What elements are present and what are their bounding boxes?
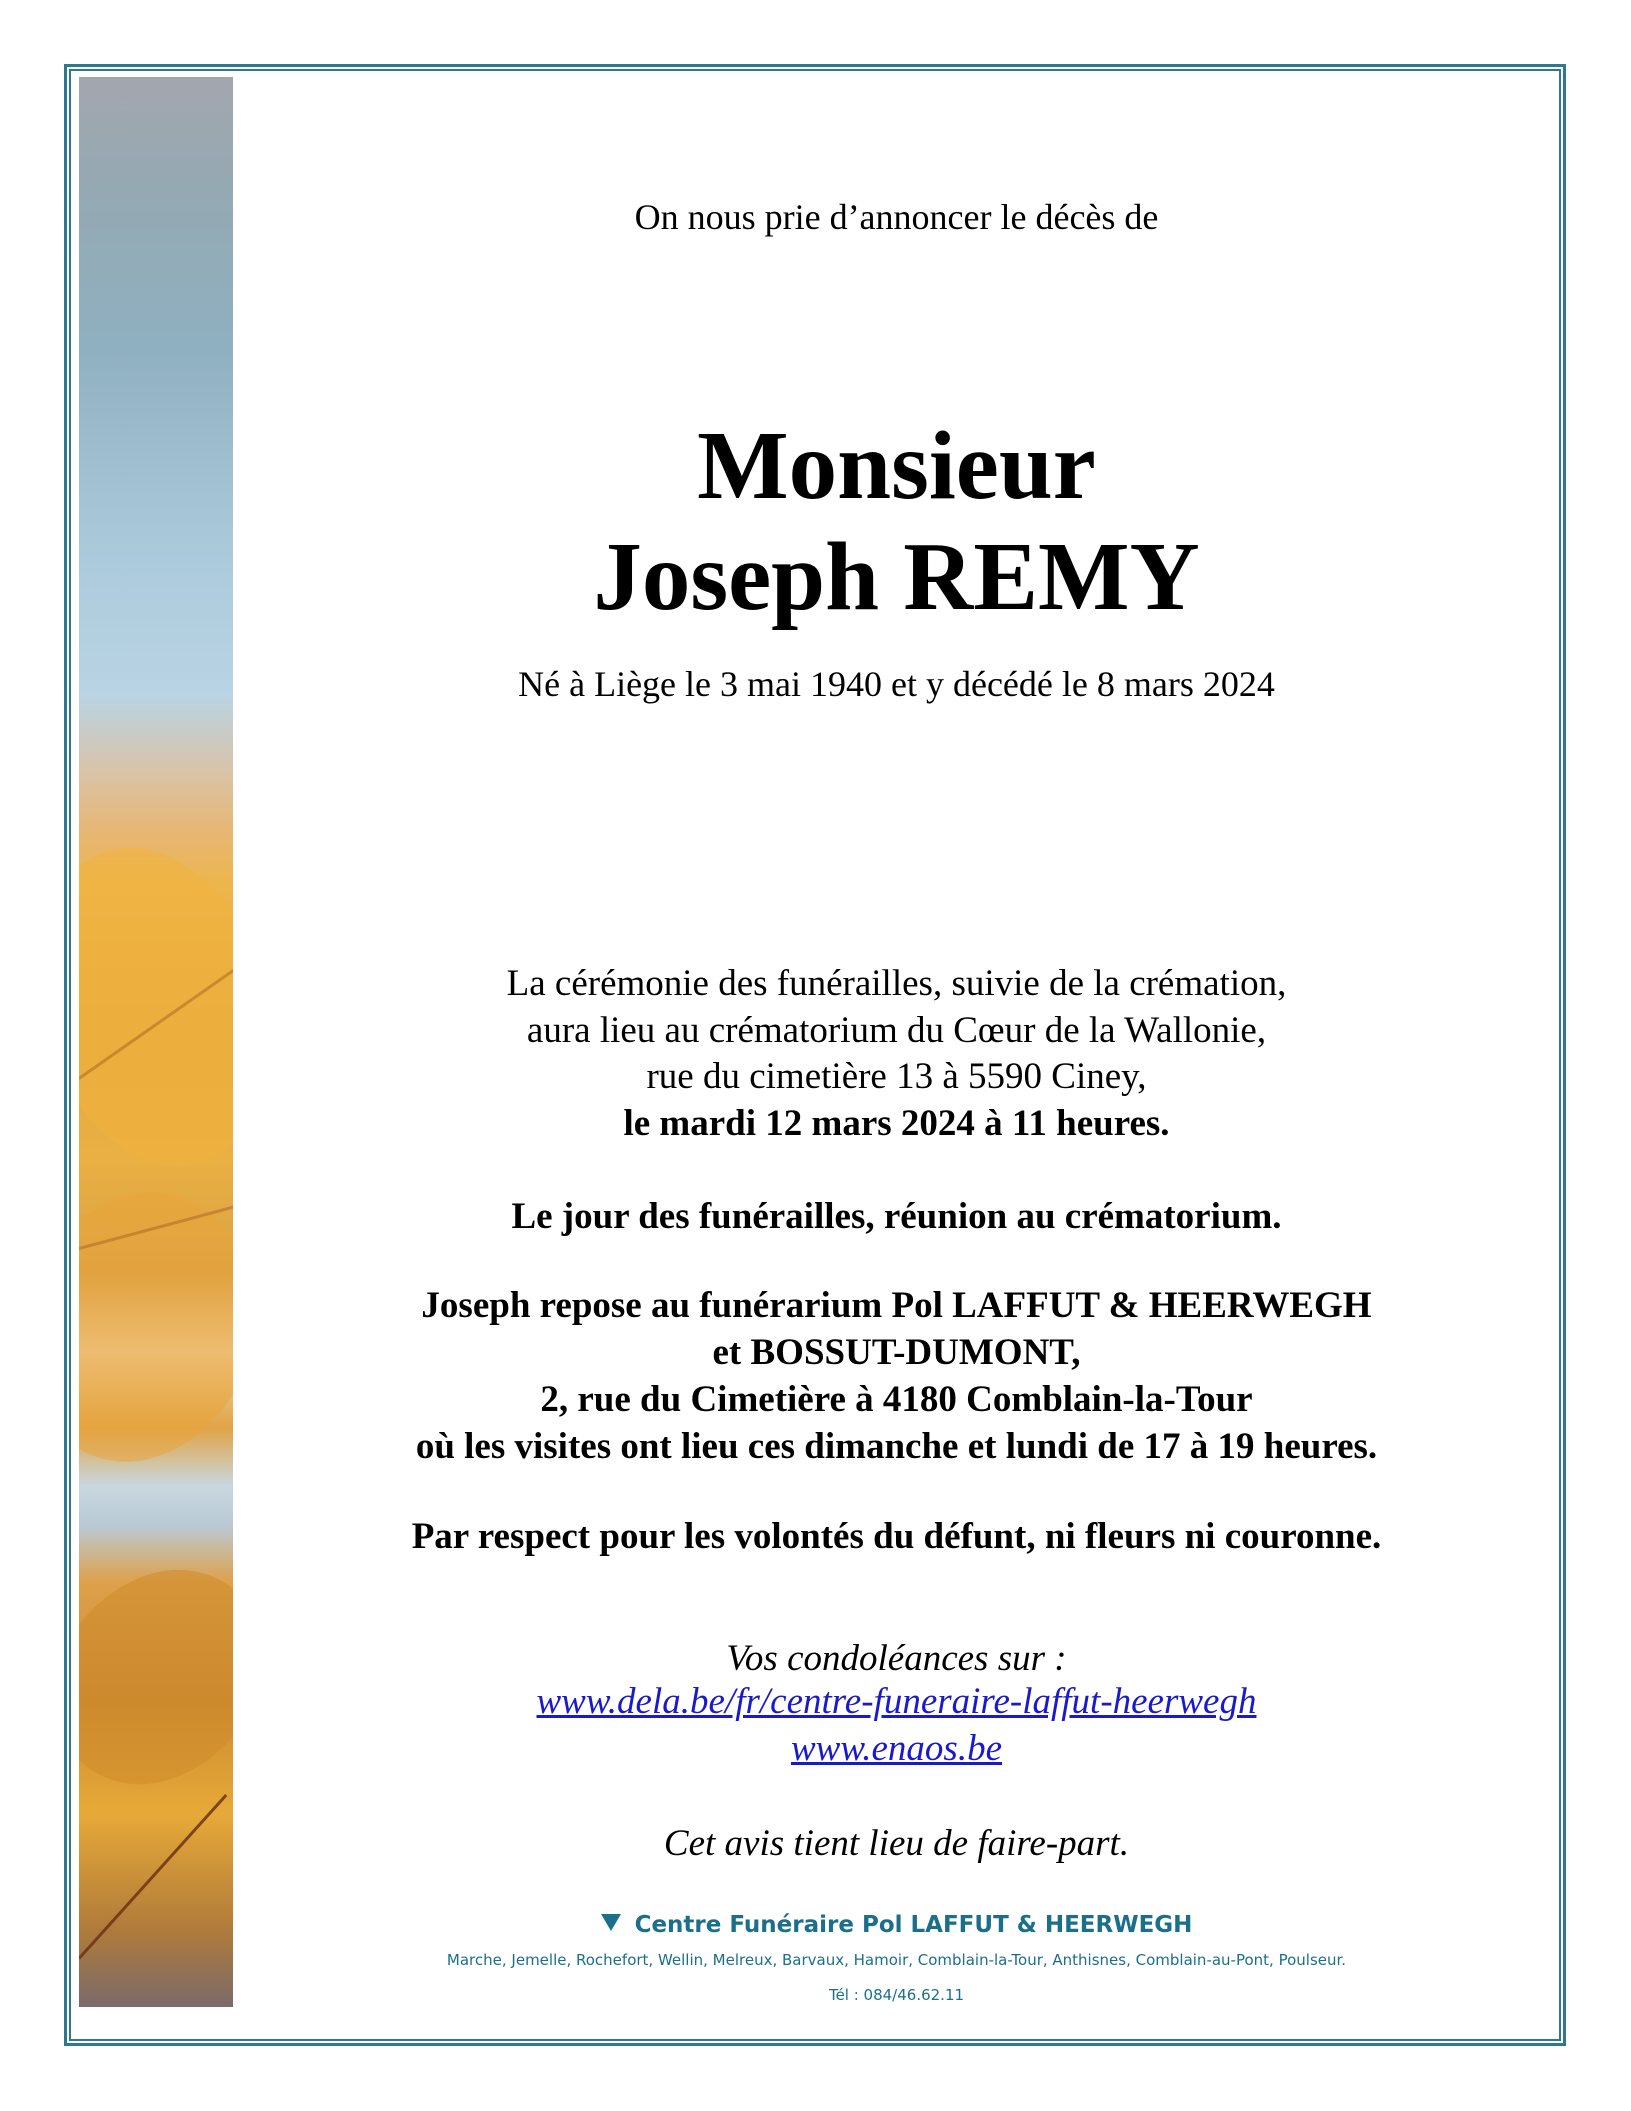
visitation-line: et BOSSUT-DUMONT, [712,1332,1081,1373]
triangle-down-icon [601,1914,621,1931]
wishes-text: Par respect pour les volontés du défunt, ni fleurs ni couronne. [411,1516,1382,1557]
visitation-address: 2, rue du Cimetière à 4180 Comblain-la-Tour [540,1379,1253,1420]
condolences-label: Vos condoléances sur : [726,1638,1067,1679]
enaos-link[interactable]: www.enaos.be [790,1728,1003,1769]
announcement-content [233,0,1560,2111]
autumn-leaves-image [79,77,233,2007]
ceremony-line: rue du cimetière 13 à 5590 Ciney, [646,1056,1147,1097]
leaf-shape [79,1545,233,1808]
visitation-hours: où les visites ont lieu ces dimanche et lundi de 17 à 19 heures. [415,1426,1378,1467]
birth-death-dates: Né à Liège le 3 mai 1940 et y décédé le 8 mars 2024 [518,664,1275,704]
condolences-link-enaos[interactable] [233,1727,1560,1770]
footer-company [233,1912,1560,1938]
deceased-title: Monsieur [697,412,1096,519]
ceremony-line: aura lieu au crématorium du Cœur de la Wallonie, [526,1010,1267,1051]
leaf-shape [79,811,233,1203]
visitation-line: Joseph repose au funérarium Pol LAFFUT & HEERWEGH [421,1285,1372,1326]
footer-company-name: Centre Funéraire Pol LAFFUT & HEERWEGH [634,1912,1193,1938]
footer-phone: Tél : 084/46.62.11 [828,1986,965,2004]
deceased-name: Joseph REMY [593,523,1200,630]
ceremony-date: le mardi 12 mars 2024 à 11 heures. [623,1103,1170,1144]
footer-locations: Marche, Jemelle, Rochefort, Wellin, Melreux, Barvaux, Hamoir, Comblain-la-Tour, Anthisnes, Comblain-au-Pont, Poulseur. [446,1951,1347,1969]
condolences-link-dela[interactable] [233,1680,1560,1723]
meeting-info: Le jour des funérailles, réunion au crématorium. [511,1196,1282,1237]
intro-text: On nous prie d’annoncer le décès de [634,197,1159,237]
leaf-stem [79,1794,227,1959]
dela-link[interactable]: www.dela.be/fr/centre-funeraire-laffut-heerwegh [536,1681,1257,1722]
leaf-shape [79,1170,233,1483]
notice-text: Cet avis tient lieu de faire-part. [663,1823,1130,1864]
ceremony-line: La cérémonie des funérailles, suivie de la crémation, [506,963,1287,1004]
